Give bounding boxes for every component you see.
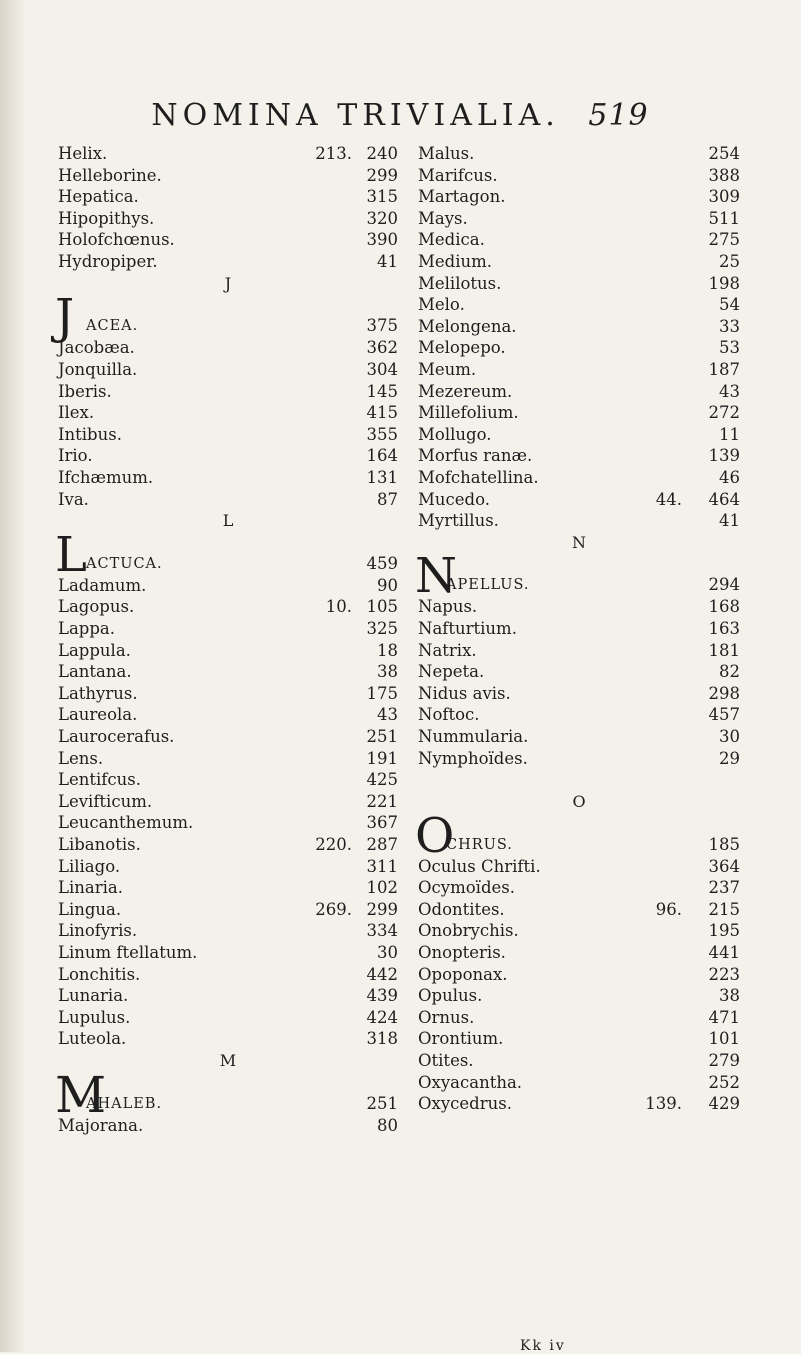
index-entry (58, 726, 398, 748)
entry-name: Iva. (58, 489, 89, 509)
entry-extra-ref: 10. (325, 597, 352, 617)
index-entry (418, 877, 740, 899)
page-edge (0, 0, 26, 1352)
entry-page: 80 (377, 1115, 398, 1135)
entry-page: 275 (708, 230, 740, 250)
entry-page: 304 (366, 359, 398, 379)
entry-page: 457 (708, 705, 740, 725)
entry-page: 298 (708, 683, 740, 703)
entry-page: 164 (366, 446, 398, 466)
entry-extra-ref: 139. (645, 1094, 682, 1114)
entry-page: 388 (708, 165, 740, 185)
index-entry (418, 316, 740, 338)
entry-page: 251 (366, 1093, 398, 1113)
entry-page: 439 (366, 986, 398, 1006)
entry-name: Luteola. (58, 1029, 127, 1049)
entry-page: 318 (366, 1029, 398, 1049)
entry-name: Laurocerafus. (58, 727, 175, 747)
entry-page: 237 (708, 878, 740, 898)
entry-page: 272 (708, 403, 740, 423)
entry-name: Lappula. (58, 640, 131, 660)
drop-cap-entry (55, 289, 398, 346)
entry-extra-ref: 96. (655, 899, 682, 919)
entry-name: Meum. (418, 359, 477, 379)
index-entry (418, 856, 740, 878)
entry-name: AHALEB. (86, 1095, 163, 1112)
entry-extra-ref: 269. (315, 899, 352, 919)
drop-cap: N (415, 548, 457, 605)
index-entry (418, 704, 740, 726)
index-entry (418, 208, 740, 230)
entry-name: Opoponax. (418, 964, 508, 984)
signature-mark: Kk iv (520, 1338, 566, 1354)
index-entry (418, 1007, 740, 1029)
entry-page: 145 (366, 381, 398, 401)
spacer (418, 769, 740, 791)
entry-name: Lingua. (58, 899, 122, 919)
entry-name: Intibus. (58, 424, 122, 444)
index-entry (418, 920, 740, 942)
entry-name: Mezereum. (418, 381, 513, 401)
entry-page: 464 (708, 489, 740, 509)
entry-page: 105 (366, 597, 398, 617)
entry-page: 43 (377, 705, 398, 725)
entry-name: ACEA. (86, 318, 139, 335)
entry-page: 424 (366, 1007, 398, 1027)
index-entry (418, 165, 740, 187)
entry-page: 390 (366, 230, 398, 250)
index-entry (58, 683, 398, 705)
entry-name: Linum ftellatum. (58, 942, 198, 962)
section-letter: L (222, 511, 234, 531)
entry-page: 82 (719, 662, 740, 682)
entry-page: 38 (719, 986, 740, 1006)
entry-name: Napus. (418, 597, 478, 617)
entry-page: 251 (366, 727, 398, 747)
entry-name: Hydropiper. (58, 251, 158, 271)
index-entry (58, 877, 398, 899)
entry-name: Melo. (418, 295, 465, 315)
index-entry (58, 964, 398, 986)
entry-page: 29 (719, 748, 740, 768)
entry-name: Martagon. (418, 187, 506, 207)
page-number: 519 (588, 98, 649, 133)
entry-page: 18 (377, 640, 398, 660)
entry-name: APELLUS. (446, 577, 530, 594)
entry-name: Lappa. (58, 619, 116, 639)
entry-name: Oxyacantha. (418, 1072, 523, 1092)
entry-page: 43 (719, 381, 740, 401)
entry-name: ACTUCA. (86, 555, 163, 572)
entry-name: Lentifcus. (58, 770, 141, 790)
entry-page: 168 (708, 597, 740, 617)
index-entry (418, 640, 740, 662)
index-entry (58, 467, 398, 489)
entry-name: Lathyrus. (58, 683, 138, 703)
entry-page: 459 (366, 553, 398, 573)
index-entry (58, 1115, 398, 1137)
entry-page: 195 (708, 921, 740, 941)
index-entry (58, 337, 398, 359)
entry-name: Marifcus. (418, 165, 498, 185)
index-entry (418, 467, 740, 489)
entry-page: 46 (719, 467, 740, 487)
index-entry (418, 1093, 740, 1115)
entry-name: Orontium. (418, 1029, 504, 1049)
entry-name: Linofyris. (58, 921, 138, 941)
entry-page: 185 (708, 834, 740, 854)
entry-page: 223 (708, 964, 740, 984)
entry-name: Nymphoïdes. (418, 748, 528, 768)
entry-name: Laureola. (58, 705, 138, 725)
index-entry (418, 381, 740, 403)
entry-page: 163 (708, 619, 740, 639)
index-entry (58, 791, 398, 813)
entry-name: Mucedo. (418, 489, 490, 509)
index-entry (58, 834, 398, 856)
index-entry (58, 575, 398, 597)
entry-name: Levifticum. (58, 791, 153, 811)
entry-page: 38 (377, 662, 398, 682)
index-entry (58, 640, 398, 662)
entry-name: Lantana. (58, 662, 132, 682)
index-entry (58, 920, 398, 942)
entry-extra-ref: 44. (655, 489, 682, 509)
entry-page: 102 (366, 878, 398, 898)
entry-name: Mofchatellina. (418, 467, 539, 487)
index-entry (418, 985, 740, 1007)
entry-name: Ladamum. (58, 575, 147, 595)
index-entry (58, 143, 398, 165)
entry-page: 252 (708, 1072, 740, 1092)
entry-page: 191 (366, 748, 398, 768)
index-entry (418, 942, 740, 964)
entry-name: Mollugo. (418, 424, 492, 444)
entry-name: Lagopus. (58, 597, 135, 617)
entry-name: Oxycedrus. (418, 1094, 512, 1114)
entry-page: 87 (377, 489, 398, 509)
entry-name: Lens. (58, 748, 104, 768)
entry-page: 415 (366, 403, 398, 423)
entry-name: Majorana. (58, 1115, 144, 1135)
entry-name: Onobrychis. (418, 921, 519, 941)
entry-page: 375 (366, 316, 398, 336)
entry-page: 442 (366, 964, 398, 984)
entry-page: 240 (366, 144, 398, 163)
entry-name: Jacobæa. (58, 338, 135, 358)
entry-page: 41 (377, 251, 398, 271)
entry-name: Odontites. (418, 899, 505, 919)
entry-page: 367 (366, 813, 398, 833)
entry-page: 181 (708, 640, 740, 660)
drop-cap-entry (415, 548, 740, 605)
section-letter: M (219, 1050, 237, 1070)
index-entry (58, 381, 398, 403)
entry-page: 299 (366, 899, 398, 919)
index-entry (58, 445, 398, 467)
entry-page: 471 (708, 1007, 740, 1027)
entry-page: 101 (708, 1029, 740, 1049)
index-entry (58, 704, 398, 726)
index-entry (58, 769, 398, 791)
entry-name: Otites. (418, 1050, 474, 1070)
index-entry (418, 1072, 740, 1094)
index-entry (58, 489, 398, 511)
entry-page: 425 (366, 770, 398, 790)
entry-page: 41 (719, 511, 740, 531)
index-entry (418, 596, 740, 618)
entry-page: 309 (708, 187, 740, 207)
index-entry (58, 618, 398, 640)
index-entry (418, 359, 740, 381)
drop-cap-entry (55, 526, 398, 583)
entry-page: 90 (377, 575, 398, 595)
entry-name: Nepeta. (418, 662, 485, 682)
index-entry (58, 424, 398, 446)
index-entry (418, 424, 740, 446)
entry-page: 11 (719, 424, 740, 444)
entry-name: Leucanthemum. (58, 813, 194, 833)
entry-name: Ifchæmum. (58, 467, 154, 487)
entry-name: Melilotus. (418, 273, 502, 293)
index-entry (418, 445, 740, 467)
index-entry (418, 489, 740, 511)
index-entry (58, 596, 398, 618)
index-entry (418, 726, 740, 748)
entry-name: Onopteris. (418, 942, 506, 962)
drop-cap: M (55, 1065, 107, 1124)
index-entry (418, 337, 740, 359)
index-entry (418, 899, 740, 921)
entry-name: Noftoc. (418, 705, 480, 725)
index-entry (418, 186, 740, 208)
index-entry (58, 661, 398, 683)
entry-name: Linaria. (58, 878, 123, 898)
entry-page: 33 (719, 316, 740, 336)
entry-name: Malus. (418, 144, 475, 163)
entry-page: 334 (366, 921, 398, 941)
drop-cap-entry (55, 1065, 398, 1124)
entry-name: Morfus ranæ. (418, 446, 533, 466)
entry-page: 320 (366, 208, 398, 228)
entry-extra-ref: 220. (315, 835, 352, 854)
entry-name: Melopepo. (418, 338, 506, 358)
entry-name: Libanotis. (58, 835, 141, 854)
index-entry (418, 294, 740, 316)
entry-page: 139 (708, 446, 740, 466)
entry-page: 311 (366, 856, 398, 876)
entry-page: 287 (366, 835, 398, 854)
entry-name: Ornus. (418, 1007, 475, 1027)
entry-page: 221 (366, 791, 398, 811)
index-entry (58, 812, 398, 834)
index-entry (418, 748, 740, 770)
index-entry (418, 618, 740, 640)
entry-page: 315 (366, 187, 398, 207)
index-entry (58, 748, 398, 770)
index-entry (418, 402, 740, 424)
index-entry (58, 229, 398, 251)
index-entry (58, 1007, 398, 1029)
entry-page: 215 (708, 899, 740, 919)
entry-name: Medium. (418, 251, 493, 271)
page-header (70, 98, 730, 133)
index-entry (58, 402, 398, 424)
entry-name: Hepatica. (58, 187, 139, 207)
entry-page: 25 (719, 251, 740, 271)
entry-page: 364 (708, 856, 740, 876)
section-letter: O (572, 791, 586, 811)
entry-page: 131 (366, 467, 398, 487)
section-letter: J (224, 273, 232, 293)
running-title: NOMINA TRIVIALIA. (151, 98, 560, 133)
entry-name: Liliago. (58, 856, 121, 876)
section-letter: N (572, 532, 586, 552)
entry-name: Helix. (58, 144, 108, 163)
entry-page: 279 (708, 1050, 740, 1070)
entry-page: 362 (366, 338, 398, 358)
entry-name: Helleborine. (58, 165, 162, 185)
index-entry (418, 251, 740, 273)
entry-page: 355 (366, 424, 398, 444)
entry-page: 30 (377, 942, 398, 962)
entry-name: Irio. (58, 446, 93, 466)
entry-name: Lunaria. (58, 986, 129, 1006)
index-entry (418, 510, 740, 532)
entry-page: 511 (708, 208, 740, 228)
entry-name: Lonchitis. (58, 964, 141, 984)
entry-page: 299 (366, 165, 398, 185)
index-entry (58, 208, 398, 230)
index-entry (58, 985, 398, 1007)
index-entry (418, 229, 740, 251)
entry-name: Jonquilla. (58, 359, 138, 379)
index-entry (418, 143, 740, 165)
entry-page: 441 (708, 942, 740, 962)
entry-name: CHRUS. (446, 836, 513, 853)
index-column-right (415, 143, 740, 1115)
entry-page: 175 (366, 683, 398, 703)
entry-name: Myrtillus. (418, 511, 499, 531)
index-entry (58, 251, 398, 273)
entry-extra-ref: 213. (315, 144, 352, 163)
index-entry (418, 1028, 740, 1050)
entry-page: 198 (708, 273, 740, 293)
entry-name: Lupulus. (58, 1007, 131, 1027)
entry-page: 54 (719, 295, 740, 315)
entry-page: 254 (708, 144, 740, 163)
index-entry (58, 359, 398, 381)
index-entry (418, 273, 740, 295)
entry-name: Melongena. (418, 316, 517, 336)
index-entry (58, 186, 398, 208)
entry-name: Millefolium. (418, 403, 519, 423)
drop-cap: O (415, 807, 455, 864)
entry-name: Opulus. (418, 986, 483, 1006)
entry-name: Nummularia. (418, 727, 529, 747)
entry-page: 429 (708, 1094, 740, 1114)
index-entry (418, 1050, 740, 1072)
entry-name: Oculus Chrifti. (418, 856, 541, 876)
index-entry (58, 856, 398, 878)
entry-name: Nafturtium. (418, 619, 517, 639)
entry-name: Ocymoïdes. (418, 878, 515, 898)
index-entry (418, 661, 740, 683)
entry-page: 187 (708, 359, 740, 379)
entry-name: Nidus avis. (418, 683, 511, 703)
index-entry (418, 683, 740, 705)
entry-name: Natrix. (418, 640, 477, 660)
drop-cap: L (55, 526, 87, 583)
index-column-left (55, 143, 398, 1136)
index-entry (58, 165, 398, 187)
index-entry (58, 899, 398, 921)
entry-name: Medica. (418, 230, 485, 250)
entry-page: 53 (719, 338, 740, 358)
entry-name: Iberis. (58, 381, 112, 401)
entry-name: Hipopithys. (58, 208, 155, 228)
entry-name: Ilex. (58, 403, 95, 423)
drop-cap-entry (415, 807, 740, 864)
index-entry (58, 1028, 398, 1050)
entry-name: Mays. (418, 208, 468, 228)
drop-cap: J (55, 289, 75, 346)
entry-page: 325 (366, 619, 398, 639)
index-entry (58, 942, 398, 964)
entry-name: Holofchœnus. (58, 230, 175, 250)
entry-page: 294 (708, 575, 740, 595)
index-entry (418, 964, 740, 986)
entry-page: 30 (719, 727, 740, 747)
